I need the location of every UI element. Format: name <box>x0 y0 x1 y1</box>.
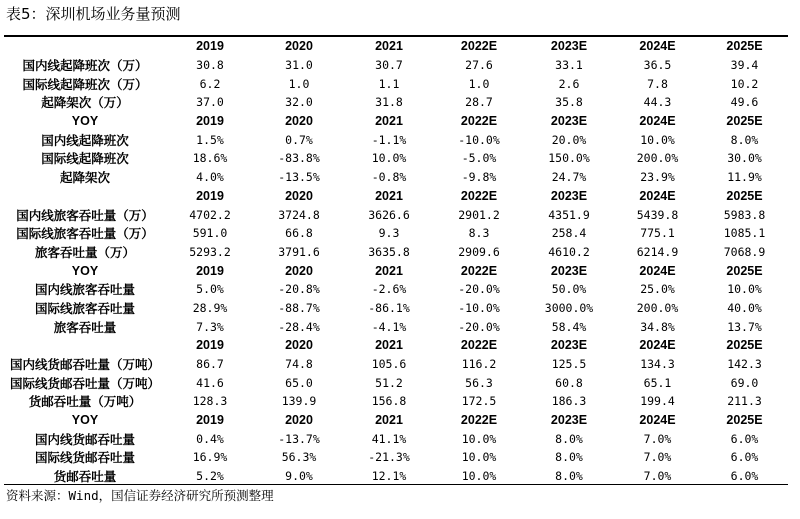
table-cell: -88.7% <box>278 300 320 315</box>
table-cell: 3791.6 <box>278 244 320 259</box>
year-header-cell: 2021 <box>375 263 403 278</box>
source-suffix: ，国信证券经济研究所预测整理 <box>98 488 274 503</box>
row-label: 国内线货邮吞吐量 <box>34 431 135 447</box>
year-header-cell: 2021 <box>375 338 403 353</box>
table-cell: 200.0% <box>636 151 679 166</box>
table-cell: 25.0% <box>640 282 675 297</box>
table-cell: 258.4 <box>551 226 587 241</box>
table-row <box>4 130 788 149</box>
year-header-cell: 2025E <box>726 338 763 353</box>
forecast-table <box>4 37 788 486</box>
table-cell: 2901.2 <box>458 207 500 222</box>
table-cell: 3000.0% <box>544 300 594 315</box>
table-cell: 6.0% <box>730 450 759 465</box>
year-header-cell: 2025E <box>726 188 763 203</box>
table-cell: 3635.8 <box>368 244 410 259</box>
table-row <box>4 467 788 486</box>
year-header-cell: 2019 <box>196 263 224 278</box>
bottom-rule <box>4 484 788 485</box>
table-cell: 6.0% <box>730 469 759 484</box>
row-label: 国际线起降班次 <box>41 151 129 167</box>
table-cell: 2909.6 <box>458 244 500 259</box>
year-header-cell: 2024E <box>639 114 676 129</box>
table-cell: 7068.9 <box>723 244 766 259</box>
header-label: YOY <box>71 413 99 428</box>
table-cell: 40.0% <box>727 300 762 315</box>
table-cell: 35.8 <box>555 95 583 110</box>
year-header-cell: 2025E <box>726 114 763 129</box>
table-cell: 1.0 <box>468 76 490 91</box>
table-cell: 41.6 <box>196 375 224 390</box>
table-cell: 186.3 <box>551 394 587 409</box>
year-header-cell: 2024E <box>639 263 676 278</box>
table-cell: 86.7 <box>196 357 224 372</box>
table-cell: 16.9% <box>192 450 228 465</box>
year-header-cell: 2024E <box>639 188 676 203</box>
table-cell: 24.7% <box>551 170 587 185</box>
year-header-cell: 2021 <box>375 114 403 129</box>
table-row <box>4 56 788 75</box>
table-cell: 39.4 <box>730 58 759 73</box>
year-header-cell: 2023E <box>550 114 588 129</box>
header-row <box>4 261 788 280</box>
table-cell: 56.3 <box>465 375 493 390</box>
table-cell: 8.0% <box>555 450 583 465</box>
table-cell: 8.0% <box>555 431 583 446</box>
table-cell: 7.8 <box>647 76 668 91</box>
table-cell: 105.6 <box>371 357 407 372</box>
table-cell: 58.4% <box>551 319 587 334</box>
table-cell: 30.0% <box>727 151 762 166</box>
year-header-cell: 2025E <box>726 263 763 278</box>
year-header-cell: 2020 <box>285 413 313 428</box>
table-row <box>4 224 788 243</box>
year-header-cell: 2021 <box>375 413 403 428</box>
header-label <box>4 37 166 56</box>
year-header-cell: 2021 <box>375 39 403 54</box>
row-label: 旅客吞吐量 <box>53 319 117 335</box>
header-row <box>4 112 788 131</box>
header-row <box>4 187 788 206</box>
year-header-cell: 2023E <box>550 263 588 278</box>
table-cell: 5439.8 <box>636 207 679 222</box>
table-cell: 69.0 <box>730 375 759 390</box>
table-cell: 20.0% <box>551 132 587 147</box>
year-header-cell: 2022E <box>460 39 498 54</box>
table-cell: 1085.1 <box>723 226 766 241</box>
table-cell: -28.4% <box>278 319 320 334</box>
table-cell: 27.6 <box>465 58 493 73</box>
table-cell: -13.7% <box>278 431 320 446</box>
table-cell: 172.5 <box>461 394 497 409</box>
table-cell: 4702.2 <box>189 207 231 222</box>
row-label: 国际线起降班次（万） <box>22 76 148 92</box>
row-label: 国内线起降班次 <box>41 132 129 148</box>
table-cell: 12.1% <box>371 469 407 484</box>
year-header-cell: 2019 <box>196 413 224 428</box>
table-row <box>4 205 788 224</box>
table-cell: -10.0% <box>458 132 500 147</box>
table-cell: -9.8% <box>461 170 497 185</box>
year-header-cell: 2024E <box>639 338 676 353</box>
table-cell: 5293.2 <box>189 244 231 259</box>
table-cell: 128.3 <box>192 394 228 409</box>
table-cell: 4351.9 <box>548 207 590 222</box>
table-cell: 6214.9 <box>636 244 679 259</box>
row-label: 旅客吞吐量（万） <box>34 244 135 260</box>
header-label <box>4 336 166 355</box>
table-cell: 200.0% <box>636 300 679 315</box>
table-cell: 9.0% <box>285 469 313 484</box>
year-header-cell: 2020 <box>285 114 313 129</box>
table-row <box>4 355 788 374</box>
row-label: 货邮吞吐量（万吨） <box>28 394 142 410</box>
year-header-cell: 2025E <box>726 413 763 428</box>
table-cell: -1.1% <box>371 132 407 147</box>
table-cell: 4.0% <box>196 170 224 185</box>
table-cell: 5983.8 <box>723 207 766 222</box>
table-cell: 199.4 <box>640 394 675 409</box>
table-row <box>4 149 788 168</box>
table-cell: 74.8 <box>285 357 313 372</box>
table-row <box>4 93 788 112</box>
table-cell: 30.7 <box>375 58 403 73</box>
source-provider: Wind <box>68 488 99 503</box>
header-label <box>4 187 166 206</box>
year-header-cell: 2020 <box>285 338 313 353</box>
table-cell: 31.8 <box>375 95 403 110</box>
year-header-cell: 2022E <box>460 263 498 278</box>
table-cell: -20.0% <box>458 319 500 334</box>
table-cell: 3724.8 <box>278 207 320 222</box>
table-body <box>4 37 788 486</box>
header-row <box>4 336 788 355</box>
table-cell: 7.0% <box>643 469 672 484</box>
table-cell: 33.1 <box>555 58 583 73</box>
table-cell: 41.1% <box>371 431 407 446</box>
table-cell: 1.1 <box>378 76 400 91</box>
table-cell: 9.3 <box>378 226 400 241</box>
year-header-cell: 2022E <box>460 413 498 428</box>
table-cell: 28.9% <box>192 300 228 315</box>
year-header-cell: 2021 <box>375 188 403 203</box>
year-header-cell: 2020 <box>285 188 313 203</box>
source-note <box>6 487 274 505</box>
table-cell: 7.0% <box>643 431 672 446</box>
table-cell: 4610.2 <box>548 244 590 259</box>
table-cell: 34.8% <box>640 319 675 334</box>
table-cell: 10.0% <box>461 469 497 484</box>
header-label: YOY <box>71 263 99 278</box>
year-header-cell: 2023E <box>550 188 588 203</box>
table-cell: 49.6 <box>730 95 759 110</box>
row-label: 国际线旅客吞吐量（万） <box>16 226 154 242</box>
year-header-cell: 2019 <box>196 338 224 353</box>
table-cell: 11.9% <box>727 170 762 185</box>
row-label: 国际线货邮吞吐量 <box>34 450 135 466</box>
table-cell: 1.0 <box>288 76 310 91</box>
table-cell: 8.3 <box>468 226 490 241</box>
table-cell: -21.3% <box>368 450 410 465</box>
table-cell: -86.1% <box>368 300 410 315</box>
row-label: 起降架次（万） <box>41 95 129 111</box>
table-cell: 134.3 <box>640 357 675 372</box>
table-cell: 0.4% <box>196 431 224 446</box>
year-header-cell: 2024E <box>639 413 676 428</box>
row-label: 国内线起降班次（万） <box>22 58 148 74</box>
table-cell: 211.3 <box>727 394 762 409</box>
table-cell: 10.2 <box>730 76 759 91</box>
table-cell: 1.5% <box>196 132 224 147</box>
year-header-cell: 2024E <box>639 39 676 54</box>
table-row <box>4 74 788 93</box>
table-cell: 10.0% <box>640 132 675 147</box>
table-cell: 13.7% <box>727 319 762 334</box>
table-cell: -20.0% <box>458 282 500 297</box>
table-cell: 10.0% <box>461 431 497 446</box>
table-cell: -83.8% <box>278 151 320 166</box>
year-header-cell: 2019 <box>196 39 224 54</box>
header-row <box>4 37 788 56</box>
row-label: 国际线货邮吞吐量（万吨） <box>9 375 160 391</box>
table-cell: 5.0% <box>196 282 224 297</box>
table-cell: 7.0% <box>643 450 672 465</box>
table-cell: -5.0% <box>461 151 497 166</box>
table-cell: 0.7% <box>285 132 313 147</box>
year-header-cell: 2023E <box>550 413 588 428</box>
year-header-cell: 2019 <box>196 114 224 129</box>
table-row <box>4 448 788 467</box>
table-row <box>4 243 788 262</box>
row-label: 货邮吞吐量 <box>53 469 117 485</box>
table-cell: 36.5 <box>643 58 672 73</box>
table-cell: 8.0% <box>730 132 759 147</box>
table-cell: 28.7 <box>465 95 493 110</box>
table-cell: -20.8% <box>278 282 320 297</box>
table-cell: 23.9% <box>640 170 675 185</box>
table-cell: 775.1 <box>640 226 675 241</box>
row-label: 国内线货邮吞吐量（万吨） <box>9 357 160 373</box>
row-label: 国内线旅客吞吐量（万） <box>16 207 154 223</box>
table-cell: 30.8 <box>196 58 224 73</box>
table-cell: 51.2 <box>375 375 403 390</box>
table-cell: 10.0% <box>371 151 407 166</box>
table-cell: 139.9 <box>281 394 317 409</box>
table-cell: 3626.6 <box>368 207 410 222</box>
table-cell: 18.6% <box>192 151 228 166</box>
table-cell: -2.6% <box>371 282 407 297</box>
header-label: YOY <box>71 114 99 129</box>
table-cell: 116.2 <box>461 357 497 372</box>
table-cell: 50.0% <box>551 282 587 297</box>
table-cell: 150.0% <box>548 151 590 166</box>
table-row <box>4 317 788 336</box>
table-cell: -4.1% <box>371 319 407 334</box>
year-header-cell: 2020 <box>285 39 313 54</box>
table-row <box>4 429 788 448</box>
table-cell: 156.8 <box>371 394 407 409</box>
table-row <box>4 168 788 187</box>
table-cell: 6.0% <box>730 431 759 446</box>
table-cell: 37.0 <box>196 95 224 110</box>
row-label: 国内线旅客吞吐量 <box>34 282 135 298</box>
table-cell: 44.3 <box>643 95 672 110</box>
year-header-cell: 2022E <box>460 338 498 353</box>
year-header-cell: 2023E <box>550 39 588 54</box>
row-label: 起降架次 <box>59 170 110 186</box>
table-cell: 65.0 <box>285 375 313 390</box>
year-header-cell: 2022E <box>460 114 498 129</box>
year-header-cell: 2020 <box>285 263 313 278</box>
year-header-cell: 2022E <box>460 188 498 203</box>
table-cell: 10.0% <box>727 282 762 297</box>
table-cell: 142.3 <box>727 357 762 372</box>
table-title: 表5：深圳机场业务量预测 <box>6 5 181 23</box>
table-cell: 5.2% <box>196 469 224 484</box>
table-cell: 32.0 <box>285 95 313 110</box>
table-cell: 2.6 <box>558 76 580 91</box>
table-cell: 66.8 <box>285 226 313 241</box>
table-row <box>4 299 788 318</box>
table-cell: -10.0% <box>458 300 500 315</box>
table-cell: 8.0% <box>555 469 583 484</box>
table-cell: 125.5 <box>551 357 587 372</box>
source-prefix: 资料来源： <box>6 488 69 503</box>
table-cell: 60.8 <box>555 375 583 390</box>
year-header-cell: 2025E <box>726 39 763 54</box>
table-row <box>4 373 788 392</box>
table-cell: -13.5% <box>278 170 320 185</box>
table-cell: 31.0 <box>285 58 313 73</box>
table-cell: 7.3% <box>196 319 224 334</box>
table-cell: 10.0% <box>461 450 497 465</box>
table-cell: 6.2 <box>199 76 221 91</box>
table-cell: -0.8% <box>371 170 407 185</box>
year-header-cell: 2019 <box>196 188 224 203</box>
table-row <box>4 392 788 411</box>
table-cell: 56.3% <box>281 450 317 465</box>
row-label: 国际线旅客吞吐量 <box>34 300 135 316</box>
year-header-cell: 2023E <box>550 338 588 353</box>
header-row <box>4 411 788 430</box>
table-row <box>4 280 788 299</box>
table-cell: 591.0 <box>192 226 228 241</box>
table-cell: 65.1 <box>643 375 672 390</box>
